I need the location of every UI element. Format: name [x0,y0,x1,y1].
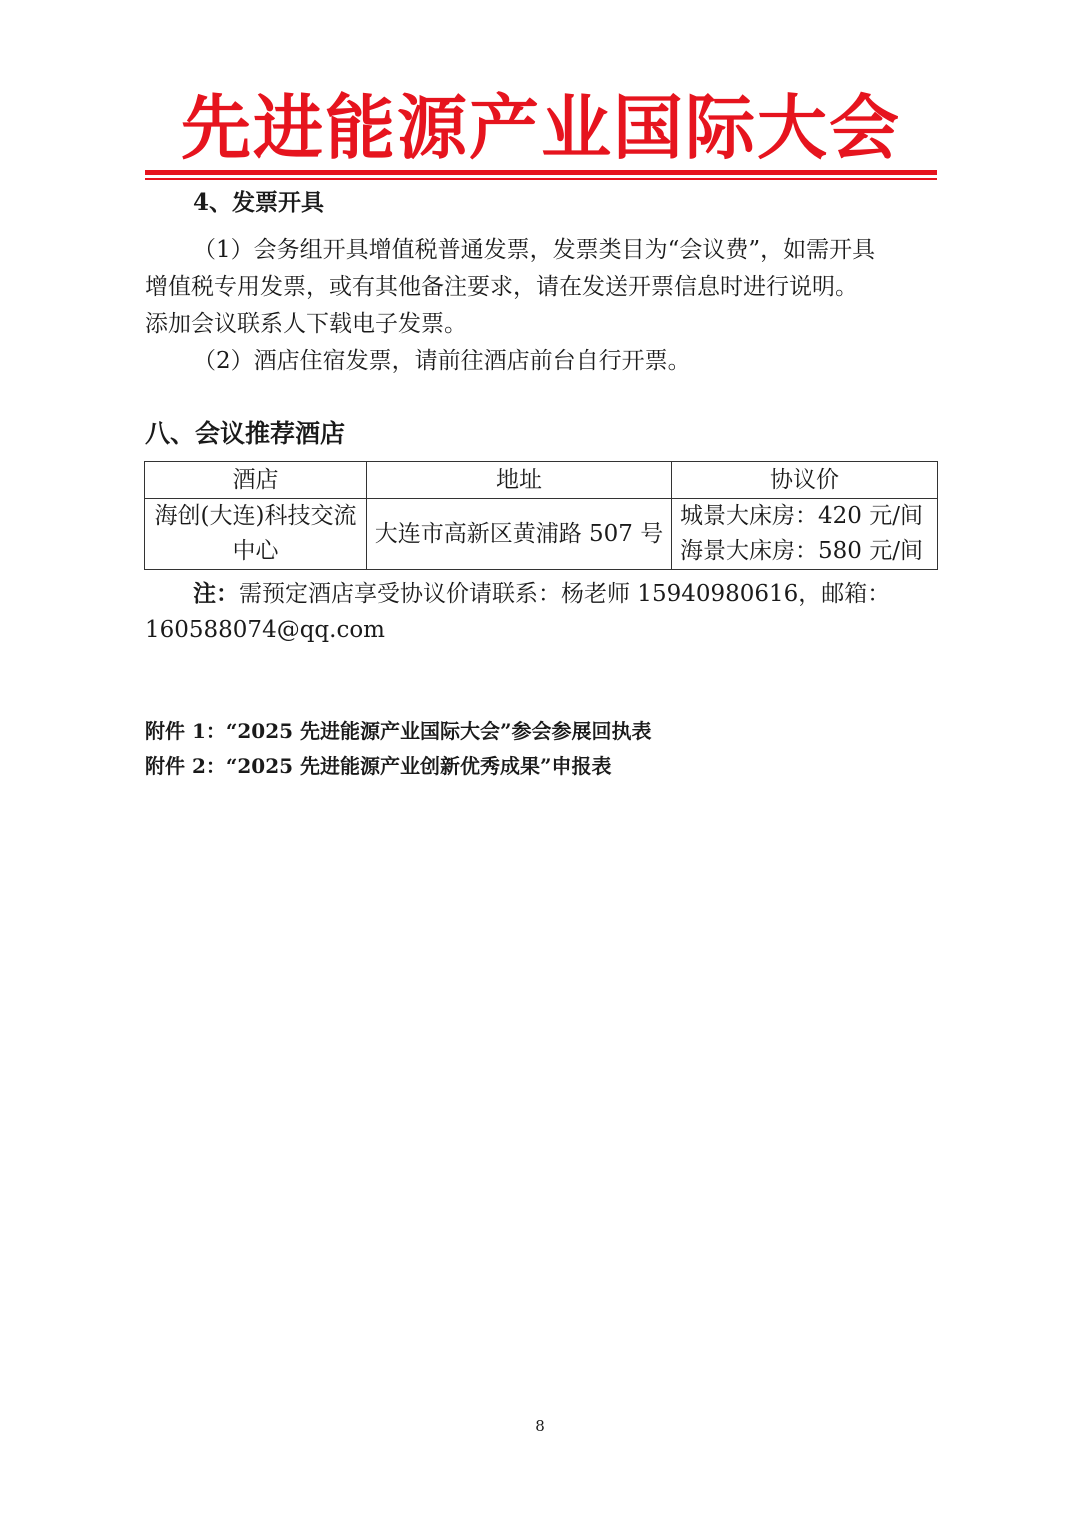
note-email: 160588074@qq.com [145,617,385,643]
hotel-note [193,575,890,613]
table-row [145,499,938,570]
banner-title: 先进能源产业国际大会 [181,87,901,169]
attachment-1: 附件 1：“2025 先进能源产业国际大会”参会参展回执表 [145,719,652,743]
column-header-address: 地址 [367,462,672,499]
price-city-view: 城景大床房：420 元/间 [680,503,923,529]
invoice-para1-line1: （1）会务组开具增值税普通发票，发票类目为“会议费”，如需开具 [193,237,876,263]
invoice-para1-line3: 添加会议联系人下载电子发票。 [145,311,467,337]
hotel-address-cell: 大连市高新区黄浦路 507 号 [367,499,672,570]
price-sea-view: 海景大床房：580 元/间 [680,538,923,564]
note-label: 注： [193,580,239,607]
hotel-name-line2: 中心 [232,538,279,564]
attachment-2: 附件 2：“2025 先进能源产业创新优秀成果”申报表 [145,754,612,778]
hotel-name-line1: 海创(大连)科技交流 [154,503,357,529]
hotels-heading: 八、会议推荐酒店 [145,419,346,448]
page-number: 8 [535,1417,545,1435]
column-header-hotel: 酒店 [145,462,367,499]
hotel-table [144,461,938,570]
hotel-name-cell [145,499,367,570]
hotel-price-cell [672,499,938,570]
banner-rule-thick [145,170,937,175]
invoice-para1-line2: 增值税专用发票，或有其他备注要求，请在发送开票信息时进行说明。 [145,274,858,300]
invoice-para2: （2）酒店住宿发票，请前往酒店前台自行开票。 [193,348,691,374]
banner-rule-thin [145,178,937,180]
note-text: 需预定酒店享受协议价请联系：杨老师 15940980616，邮箱： [239,581,891,607]
invoice-heading: 4、发票开具 [193,189,325,216]
table-header-row [145,462,938,499]
column-header-price: 协议价 [672,462,938,499]
